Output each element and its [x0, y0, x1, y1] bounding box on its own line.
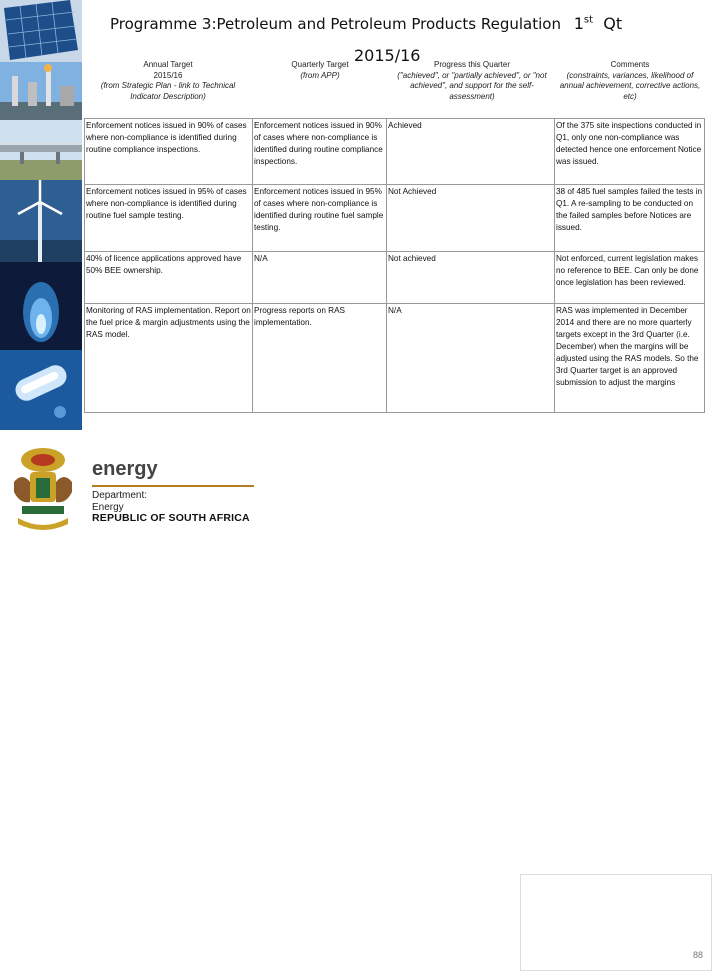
- cell-quarterly-target: Progress reports on RAS implementation.: [253, 304, 387, 413]
- cell-annual-target: Monitoring of RAS implementation. Report on the fuel price & margin adjustments using the RAS model.: [85, 304, 253, 413]
- logo-divider: [92, 485, 254, 487]
- page-title: [110, 14, 710, 33]
- cell-progress: Achieved: [387, 119, 555, 185]
- cell-annual-target: 40% of licence applications approved have 50% BEE ownership.: [85, 252, 253, 304]
- performance-table: [84, 118, 705, 413]
- header-annual-target: Annual Target 2015/16 (from Strategic Plan - link to Technical Indicator Description): [100, 60, 236, 101]
- cell-comments: 38 of 485 fuel samples failed the tests in Q1. A re-sampling to be conducted on the failed samples before Notices are issued.: [555, 185, 705, 252]
- cell-annual-target: Enforcement notices issued in 90% of cases where non-compliance is identified during routine compliance inspections.: [85, 119, 253, 185]
- header-progress: Progress this Quarter ("achieved", or "partially achieved", or "not achieved", and support for the self-assessment): [397, 60, 547, 101]
- cell-comments: Of the 375 site inspections conducted in Q1, only one non-compliance was detected hence one enforcement Notice was issued.: [555, 119, 705, 185]
- energy-logo-text: energy: [92, 458, 158, 480]
- header-quarterly-target: Quarterly Target (from APP): [291, 60, 349, 80]
- cell-quarterly-target: Enforcement notices issued in 90% of cases where non-compliance is identified during routine compliance inspections.: [253, 119, 387, 185]
- table-row: [85, 119, 705, 185]
- country-name: REPUBLIC OF SOUTH AFRICA: [92, 512, 250, 524]
- cell-progress: N/A: [387, 304, 555, 413]
- page-title-text: Programme 3:Petroleum and Petroleum Products Regulation: [110, 15, 561, 33]
- pipeline-image: [0, 120, 82, 180]
- table-row: [85, 185, 705, 252]
- footer: [0, 436, 720, 960]
- cell-quarterly-target: N/A: [253, 252, 387, 304]
- cell-comments: Not enforced, current legislation makes no reference to BEE. Can only be done once legislation has been reviewed.: [555, 252, 705, 304]
- cell-comments: RAS was implemented in December 2014 and there are no more quarterly targets except in the 3rd Quarter (i.e. December) when the margins will be adjusted using the RAS models. So the 3rd Quarter target is an approved submission to adjust the margins: [555, 304, 705, 413]
- solar-panel-image: [0, 0, 82, 62]
- wind-turbine-image: [0, 180, 82, 262]
- gas-flame-image: [0, 262, 82, 350]
- quarter-label: 1st Qt: [573, 14, 623, 33]
- cell-quarterly-target: Enforcement notices issued in 95% of cases where non-compliance is identified during routine fuel sample testing.: [253, 185, 387, 252]
- table-row: [85, 304, 705, 413]
- header-comments: Comments (constraints, variances, likelihood of annual achievement, corrective actions, etc): [559, 60, 701, 101]
- cell-annual-target: Enforcement notices issued in 95% of cases where non-compliance is identified during routine fuel sample testing.: [85, 185, 253, 252]
- coat-of-arms-icon: [8, 442, 78, 534]
- refinery-image: [0, 62, 82, 120]
- energy-bulb-image: [0, 350, 82, 430]
- sidebar-image-strip: [0, 0, 82, 430]
- department-name: Department: Energy: [92, 490, 148, 513]
- table-row: [85, 252, 705, 304]
- cell-progress: Not achieved: [387, 252, 555, 304]
- page-subtitle-year: 2015/16: [354, 46, 421, 65]
- page-number-box: [520, 874, 712, 971]
- page-number: 88: [692, 950, 703, 960]
- cell-progress: Not Achieved: [387, 185, 555, 252]
